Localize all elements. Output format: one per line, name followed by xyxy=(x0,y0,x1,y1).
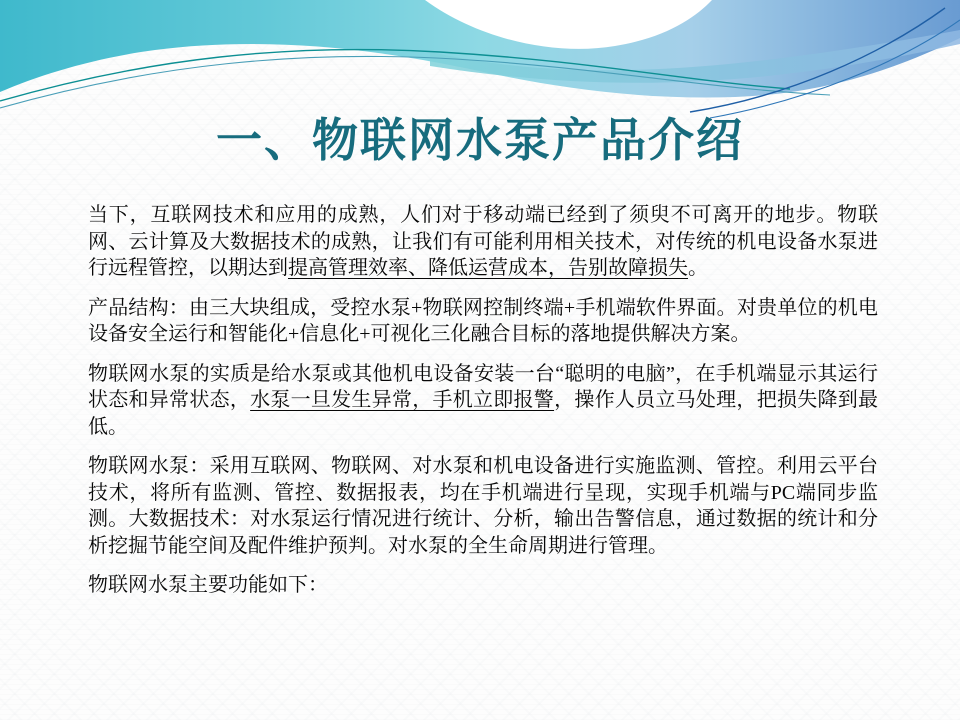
text-segment: 物联网水泵：采用互联网、物联网、对水泵和机电设备进行实施监测、管控。利用云平台技术，将所有监测、管控、数据报表，均在手机端进行呈现，实现手机端与PC端同步监测。大数据技术：对水泵运行情况进行统计、分析，输出告警信息，通过数据的统计和分析挖掘节能空间及配件维护预判。对水泵的全生命周期进行管理。 xyxy=(88,455,878,557)
text-segment: 物联网水泵主要功能如下： xyxy=(88,574,328,596)
body-paragraph xyxy=(88,361,878,441)
text-segment: 当下，互联网技术和应用的成熟，人们对于移动端已经到了须臾不可离开的地步。物联网、云计算及大数据技术的成熟，让我们有可能利用相关技术，对传统的机电设备水泵进行远程管控，以期达到 xyxy=(88,204,878,279)
slide-title: 一、物联网水泵产品介绍 xyxy=(216,114,744,166)
body-paragraph xyxy=(88,295,878,348)
body-paragraph xyxy=(88,572,878,599)
underlined-text-segment: 水泵一旦发生异常，手机立即报警 xyxy=(250,389,555,411)
text-segment: ，操作人员立马处理，把损失降到最低。 xyxy=(88,389,879,438)
slide-body-text xyxy=(88,202,878,612)
body-paragraph xyxy=(88,202,878,282)
text-segment: 物联网水泵的实质是给水泵或其他机电设备安装一台“聪明的电脑”，在手机端显示其运行状态和异常状态， xyxy=(88,362,878,411)
text-segment: 产品结构：由三大块组成，受控水泵+物联网控制终端+手机端软件界面。对贵单位的机电设备安全运行和智能化+信息化+可视化三化融合目标的落地提供解决方案。 xyxy=(88,296,878,345)
text-segment: 。 xyxy=(688,257,708,279)
underlined-text-segment: 提高管理效率、降低运营成本，告别故障损失 xyxy=(288,257,688,279)
body-paragraph xyxy=(88,453,878,559)
